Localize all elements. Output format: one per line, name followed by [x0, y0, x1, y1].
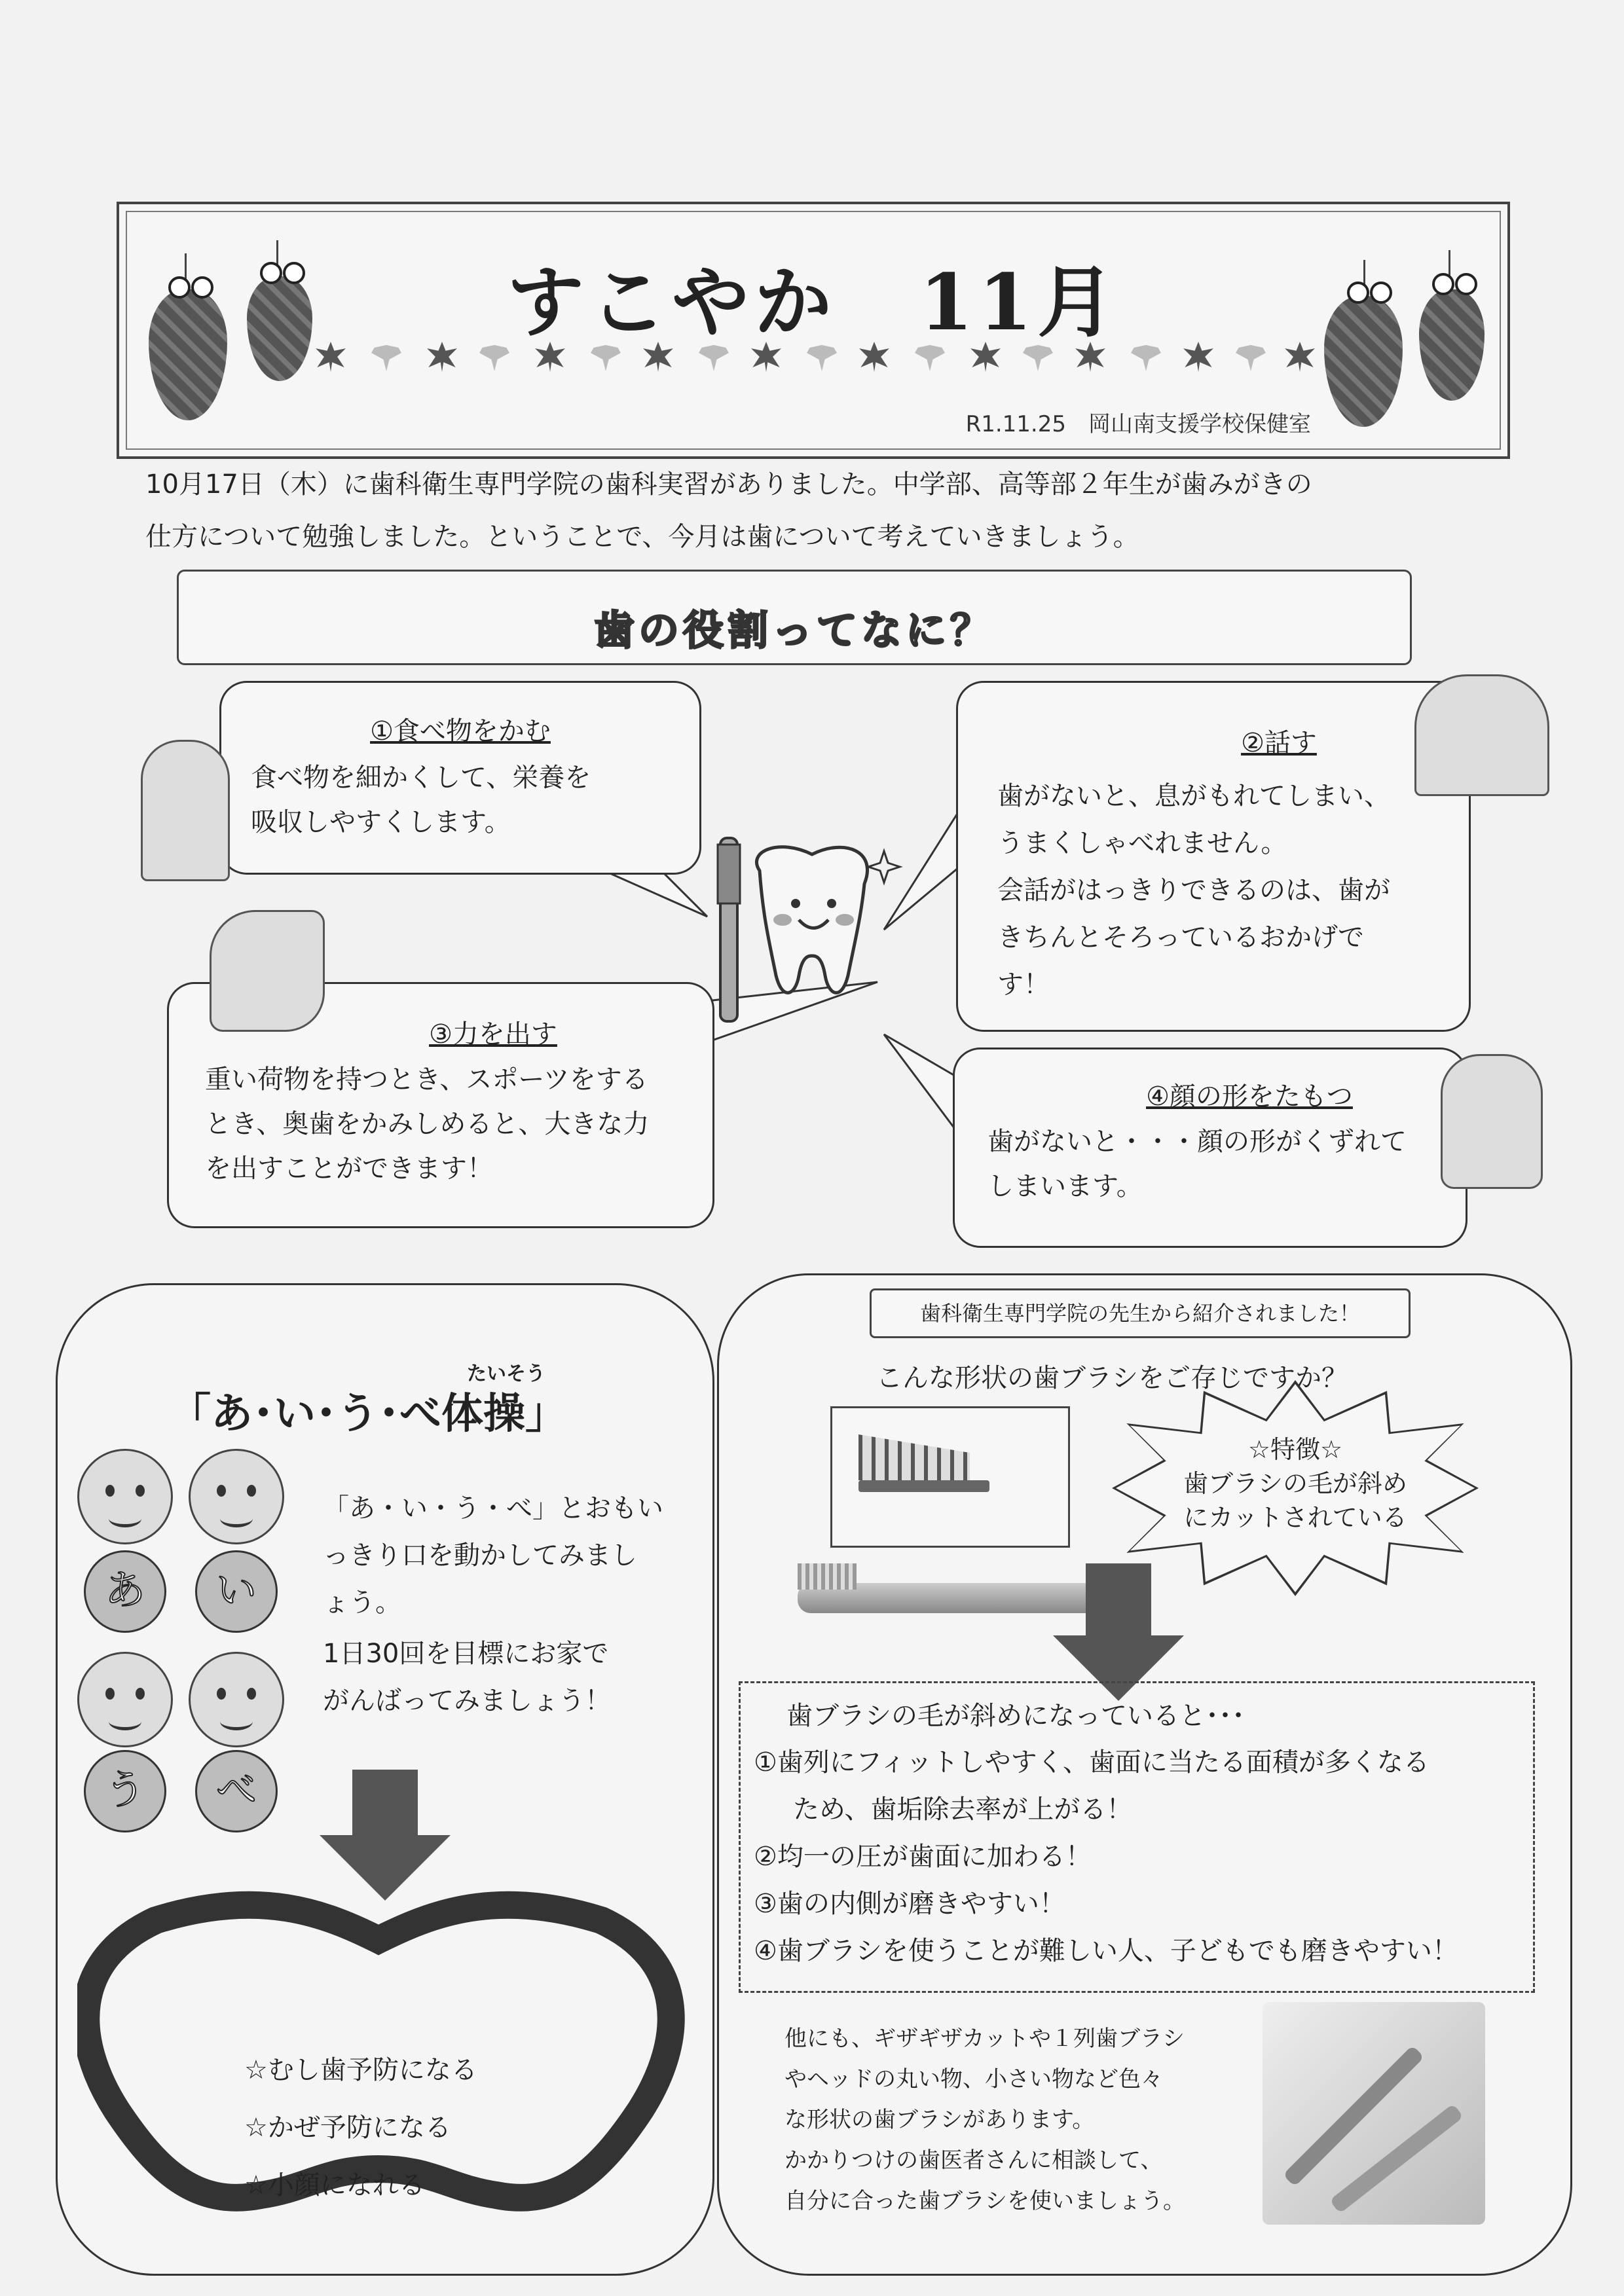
- introduced-by-label: 歯科衛生専門学院の先生から紹介されました！: [870, 1288, 1411, 1338]
- face-text: [987, 1120, 1466, 1209]
- talk-text: [997, 773, 1469, 1008]
- intro-line-1: 10月17日（木）に歯科衛生専門学院の歯科実習がありました。中学部、高等部２年生が歯みがきの: [145, 469, 1312, 500]
- other-line-1: 他にも、ギザギザカットや１列歯ブラシ: [784, 2026, 1185, 2052]
- slanted-bristle-diagram: [830, 1406, 1070, 1548]
- bubble-face: [953, 1048, 1467, 1248]
- bubble-talk: [956, 681, 1471, 1032]
- women-talking-illustration: [1414, 674, 1549, 796]
- exercise-text-3: ょう。: [323, 1588, 401, 1618]
- date-and-school: R1.11.25 岡山南支援学校保健室: [965, 411, 1311, 437]
- list-title: 歯ブラシの毛が斜めになっていると･･･: [786, 1701, 1245, 1731]
- power-text-1: 重い荷物を持つとき、スポーツをする: [205, 1065, 648, 1095]
- toothbrushes-photo: [1263, 2002, 1485, 2225]
- feature-text: [1112, 1432, 1479, 1535]
- talk-text-2: うまくしゃべれません。: [997, 828, 1287, 858]
- other-line-2: やヘッドの丸い物、小さい物など色々: [784, 2066, 1163, 2092]
- exercise-text-4: 1日30回を目標にお家で: [323, 1639, 609, 1669]
- talk-title: ②話す: [1241, 728, 1317, 758]
- power-text-3: を出すことができます！: [205, 1154, 493, 1184]
- benefits-list-box: [739, 1681, 1535, 1993]
- feature-line-1: 歯ブラシの毛が斜め: [1183, 1469, 1407, 1498]
- eat-text-1: 食べ物を細かくして、栄養を: [251, 763, 591, 793]
- exercise-text: [323, 1485, 663, 1724]
- list-item-1: ①歯列にフィットしやすく、歯面に当たる面積が多くなる: [754, 1747, 1430, 1777]
- toothbrush-panel: [717, 1273, 1572, 2276]
- eat-text-2: 吸収しやすくします。: [251, 807, 511, 837]
- brush-question: こんな形状の歯ブラシをご存じですか？: [876, 1363, 1348, 1393]
- benefit-2: ☆かぜ予防になる: [244, 2113, 451, 2143]
- list-item-4: ④歯ブラシを使うことが難しい人、子どもでも磨きやすい！: [754, 1936, 1458, 1966]
- list-item-3: ③歯の内側が磨きやすい！: [754, 1889, 1065, 1919]
- newsletter-title: すこやか 11月: [506, 257, 1120, 348]
- list-item-2: ②均一の圧が歯面に加わる！: [754, 1842, 1092, 1872]
- exercise-panel: [56, 1283, 714, 2276]
- talk-text-3: 会話がはっきりできるのは、歯が: [997, 875, 1390, 905]
- girl-face-u-icon: [77, 1652, 173, 1747]
- bubble-eat: [219, 681, 701, 875]
- exercise-text-1: 「あ・い・う・べ」とおもい: [323, 1493, 663, 1523]
- elder-face-illustration: [1441, 1054, 1543, 1189]
- other-brushes-text: [784, 2018, 1185, 2221]
- talk-text-1: 歯がないと、息がもれてしまい、: [997, 781, 1390, 811]
- boy-eating-illustration: [141, 740, 230, 881]
- list-item-1-cont: ため、歯垢除去率が上がる！: [767, 1795, 1133, 1825]
- power-title: ③力を出す: [429, 1019, 557, 1049]
- kana-a: あ: [84, 1550, 166, 1633]
- exercise-text-2: っきり口を動かしてみまし: [323, 1540, 637, 1571]
- girl-face-i-icon: [189, 1449, 284, 1544]
- kana-i: い: [195, 1550, 278, 1633]
- face-title: ④顔の形をたもつ: [1146, 1082, 1353, 1112]
- talk-text-5: す！: [997, 970, 1050, 1000]
- face-text-2: しまいます。: [987, 1171, 1143, 1201]
- exercise-text-5: がんばってみましょう！: [323, 1686, 611, 1716]
- eat-text: [251, 756, 699, 845]
- exercise-title-ruby: たいそう: [467, 1362, 545, 1385]
- power-text: [205, 1057, 712, 1191]
- intro-line-2: 仕方について勉強しました。ということで、今月は歯について考えていきましょう。: [145, 522, 1139, 552]
- other-line-3: な形状の歯ブラシがあります。: [784, 2107, 1095, 2133]
- face-text-1: 歯がないと・・・顔の形がくずれて: [987, 1127, 1407, 1157]
- runner-illustration: [210, 910, 325, 1032]
- roles-title: 歯の役割ってなに？: [593, 606, 995, 654]
- toothbrush-head: [798, 1563, 857, 1590]
- tooth-mascot-icon: [707, 825, 917, 1034]
- talk-text-4: きちんとそろっているおかげで: [997, 922, 1364, 953]
- benefit-1: ☆むし歯予防になる: [244, 2055, 477, 2085]
- kana-u: う: [84, 1750, 166, 1832]
- feature-line-2: にカットされている: [1183, 1503, 1407, 1532]
- power-text-2: とき、奥歯をかみしめると、大きな力: [205, 1109, 650, 1139]
- feature-title: ☆特徴☆: [1247, 1435, 1343, 1464]
- down-arrow-icon: [1053, 1563, 1184, 1694]
- exercise-title: 「あ･い･う･べ体操」: [169, 1390, 567, 1438]
- other-line-5: 自分に合った歯ブラシを使いましょう。: [784, 2188, 1185, 2214]
- kana-be: べ: [195, 1750, 278, 1832]
- girl-face-a-icon: [77, 1449, 173, 1544]
- eat-title: ①食べ物をかむ: [370, 716, 551, 746]
- list-items: [754, 1739, 1533, 1975]
- other-line-4: かかりつけの歯医者さんに相談して、: [784, 2147, 1163, 2174]
- girl-face-be-icon: [189, 1652, 284, 1747]
- exercise-benefits: [244, 2041, 477, 2214]
- benefit-3: ☆小顔になれる: [244, 2170, 425, 2200]
